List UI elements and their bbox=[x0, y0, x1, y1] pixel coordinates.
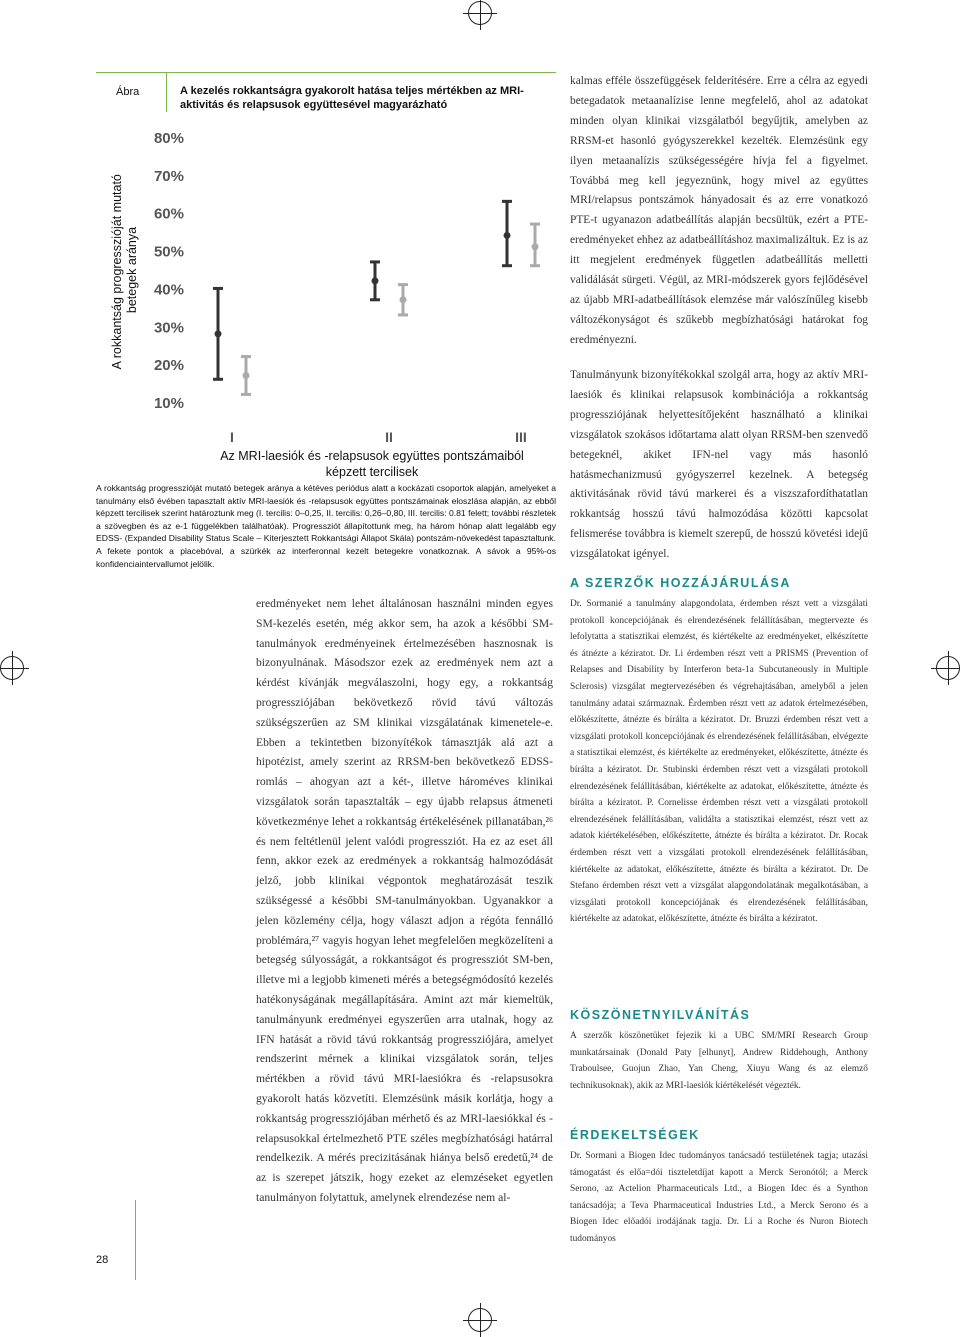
registration-mark-left bbox=[0, 656, 24, 680]
x-tick-label: I bbox=[230, 429, 234, 445]
y-tick-label: 80% bbox=[153, 130, 184, 147]
data-point bbox=[372, 277, 379, 284]
y-tick-label: 20% bbox=[153, 357, 184, 375]
figure-top-rule bbox=[96, 72, 556, 73]
registration-mark-top bbox=[468, 1, 492, 25]
figure-caption: A rokkantság progresszióját mutató betegek aránya a kétéves periódus alatt a kockázati csoportok alapján, amelyeket a tanulmány első évében tapasztalt aktív MRI-laesiók és -relapsusok együttes pontszámainak eloszlása alapján, az ebből képzett tercilisek szerint határoztunk meg (I. tercilis: 0–0,25, II. tercilis: 0,26–0,80, III. tercilis: 0.81 felett; további részletek a szövegben és az e-1 függelékben találhatóak). Progressziót állapítottunk meg, ha három hónap alatt legalább egy EDSS- (Expanded Disability Status Scale – Kiterjesztett Rokkantsági Állapot Skála) pontszám-növekedést tapasztaltunk. A fekete pontok a placebóval, a szürkék az interferonnal kezelt betegekre vonatkoznak. A sávok a 95%-os konfidenciaintervallumot jelölik. bbox=[96, 483, 556, 569]
right-body-paragraph-1: kalmas efféle összefüggések felderítésére. Erre a célra az egyedi betegadatok metaanalízise lenne megfelelő, ahol az adatokat minden olyan klinikai vizsgálatból begyűjtik, amelyben az RRSM-et hasonló gyógyszerekkel kezelték. Elemzésünk egy ilyen metaanalízis szükségességére hívja fel a figyelmet. Továbbá meg kell jegyeznünk, hogy mivel az együttes MRI/relapsus pontszámok hányadosait és az erre vonatkozó PTE-t ugyanazon adatbeállítás alapján becsültük, ezért a PTE-eredményeket ehhez az adatbeállításhoz maximalizáltuk. Ez is az itt megjelent eredmények független adatbeállítás melletti validálását sürgeti. Végül, az MRI-módszerek gyors fejlődésével az újabb MRI-adatbeállítások elemzése már valószínűleg kisebb változékonyságot és szűkebb megbízhatósági határokat fog eredményezni. bbox=[570, 75, 868, 346]
thanks-heading: KÖSZÖNETNYILVÁNÍTÁS bbox=[570, 1008, 751, 1022]
x-axis-label-line-1: Az MRI-laesiók és -relapsusok együttes pontszámaiból bbox=[220, 449, 524, 463]
data-point bbox=[504, 232, 511, 239]
contrib-text: Dr. Sormanié a tanulmány alapgondolata, érdemben részt vett a vizsgálati protokoll koncepciójának és elrendezésének felállításában, megtervezte és lefolytatta a statisztikai elemzést, és kiértékelte az eredményeket, elkészítette és átnézte a kéziratot. Dr. Li érdemben részt vett a PRISMS (Prevention of Relapses and Disability by Interferon beta-1a Subcutaneously in Multiple Sclerosis) vizsgálat megtervezésében és végrehajtásában, amelyből a jelen tanulmány adatai származnak. Érdemben részt vett az adatok értelmezésében, előkészítette, átnézte és bírálta a kéziratot. Dr. Bruzzi érdemben részt vett a vizsgálati protokoll koncepciójának és elrendezésének felállításában, elvégezte a statisztikai elemzést, és kiértékelte az eredményeket, előkészítette, átnézte és bírálta a kéziratot. Dr. Stubinski érdemben részt vett a vizsgálati protokoll elrendezésének felállításában, kiértékelte az adatokat, előkészítette, átnézte és bírálta a kéziratot. P. Cornelisse érdemben részt vett a vizsgálati protokoll elrendezésének felállításában, validálta a statisztikai elemzést, részt vett az adatok kiértékelésében, előkészítette, átnézte és bírálta a kéziratot. Dr. Rocak érdemben részt vett a vizsgálati protokoll elrendezésének felállításában, kiértékelte az adatokat, előkészítette, átnézte és bírálta a kéziratot. Dr. De Stefano érdemben részt vett a vizsgálat alapgondolatának megalkotásában, a vizsgálati protokoll koncepciójának és elrendezésének felállításában, kiértékelte az adatokat, előkészítette, átnézte és bírálta a kéziratot. bbox=[570, 599, 868, 925]
y-tick-label: 50% bbox=[153, 243, 184, 261]
data-point bbox=[400, 296, 407, 303]
y-axis-label bbox=[110, 171, 139, 370]
y-tick-label: 70% bbox=[153, 167, 184, 185]
data-point bbox=[243, 372, 250, 379]
data-point bbox=[215, 330, 222, 337]
figure-label: Ábra bbox=[116, 86, 140, 98]
y-tick-label: 60% bbox=[153, 205, 184, 223]
y-axis-label-line-2: betegek aránya bbox=[125, 226, 139, 314]
figure-label-rule bbox=[166, 72, 167, 112]
figure-title: A kezelés rokkantságra gyakorolt hatása teljes mértékben az MRI-aktivitás és relapsusok együttesével magyarázható bbox=[180, 85, 524, 111]
left-body-text: eredményeket nem lehet általánosan használni minden egyes SM-kezelés esetén, még akkor sem, ha azok a későbbi SM-tanulmányok eredményeinek értelmezésében hasznosnak is bizonyulnának. Másodszor ezek az eredmények nem azt a kérdést kívánják megválaszolni, hogy egy, a rokkantság progressziójában bekövetkező rövid távú változás szükségszerűen az SM klinikai vizsgálatának kimenetele-e. Ebben a tekintetben bizonyítékok támasztják alá azt a hipotézist, amely szerint az RRSM-ben bekövetkező EDSS-romlás – ahogyan azt a két-, illetve hároméves klinikai vizsgálatok során tapasztalták – egy újabb relapsus átmeneti következménye lehet a rokkantság értékelésének pillanatában,²⁶ és nem feltétlenül jelent valódi progressziót. Ha ez az eset áll fenn, akkor ezek az eredmények a rokkantság halmozódását jelző, jobb klinikai végpontok meghatározását teszik szükségessé a későbbi SM-tanulmányokban. Ugyanakkor a jelen közlemény célja, hogy választ adjon a régóta fennálló problémára,²⁷ vagyis hogyan lehet megfelelően megközelíteni a betegség súlyosságát, a rokkantságot és progressziót SM-ben, illetve mi a legjobb kimeneti mérés a betegségmódosító kezelés hatékonyságának megállapítására. Amint azt már kiemeltük, tanulmányunk eredményei egyszerűen arra utalnak, hogy az IFN hatását a rövid távú rokkantság progressziójára, amelyet rendszerint mérnek a klinikai vizsgálatok során, teljes mértékben a rövid távú MRI-laesiókra és -relapsusokra gyakorolt hatás közvetíti. Elemzésünk másik korlátja, hogy a rokkantság progressziójában mérhető és az MRI-laesiókkal és -relapsusokkal értelmezhető PTE széles megbízhatósági határral rendelkezik. A mérés precizitásának hiánya belső eredetű,²⁴ de az is szerepet játszik, hogy ezeket az elemzéseket egyetlen tanulmányon folytattuk, amelynek elrendezése nem al- bbox=[256, 597, 553, 1204]
page-number: 28 bbox=[96, 1254, 109, 1266]
page-number-rule bbox=[135, 1200, 136, 1280]
figure-chart bbox=[96, 110, 560, 480]
y-axis-label-line-1: A rokkantság progresszióját mutató bbox=[110, 174, 124, 370]
registration-mark-right bbox=[936, 656, 960, 680]
contrib-heading: A SZERZŐK HOZZÁJÁRULÁSA bbox=[570, 576, 791, 590]
y-tick-label: 10% bbox=[153, 395, 184, 412]
registration-mark-bottom bbox=[468, 1308, 492, 1332]
interest-text: Dr. Sormani a Biogen Idec tudományos tanácsadó testületének tagja; utazási támogatást és előa=dói tiszteletdíjat kapott a Merck Seronótól; a Merck Serono, az Actelion Pharmaceuticals Ltd., a Biogen Idec és a Synthon tanácsadója; a Teva Pharmaceutical Industries Ltd., a Merck Serono és a Biogen Idec előadói irodájának tagja. Dr. Li a Roche és Nuron Biotech tudományos bbox=[570, 1151, 868, 1244]
y-tick-label: 40% bbox=[153, 281, 184, 299]
x-tick-label: II bbox=[385, 429, 393, 445]
y-tick-label: 30% bbox=[153, 319, 184, 337]
data-point bbox=[532, 243, 539, 250]
x-tick-label: III bbox=[515, 429, 527, 445]
thanks-text: A szerzők köszönetüket fejezik ki a UBC SM/MRI Research Group munkatársainak (Donald Paty [elhunyt], Andrew Riddehough, Anthony Traboulsee, Guojun Zhao, Yan Cheng, Xiuyu Wang és az elemző technikusoknak), akik az MRI-laesiók kiértékelését végezték. bbox=[570, 1031, 868, 1091]
right-body-paragraph-2: Tanulmányunk bizonyítékokkal szolgál arra, hogy az aktív MRI-laesiók és klinikai relapsusok kombinációja a rokkantság progressziójának helyettesítőjeként használható a klinikai vizsgálatok szokásos időtartama alatt olyan RRSM-ben szenvedő betegeknél, akiket IFN-nel vagy más hasonló hatásmechanizmusú gyógyszerrel kezelnek. A betegség aktivitásának rövid távú markerei és a viszszafordíthatatlan rokkantság hosszú távú halmozódása közötti kapcsolat felismerése továbbra is kiemelt szerepű, de hosszú követési idejű vizsgálatokat igényel. bbox=[570, 369, 868, 561]
x-axis-label-line-2: képzett tercilisek bbox=[325, 465, 419, 479]
interest-heading: ÉRDEKELTSÉGEK bbox=[570, 1128, 700, 1142]
